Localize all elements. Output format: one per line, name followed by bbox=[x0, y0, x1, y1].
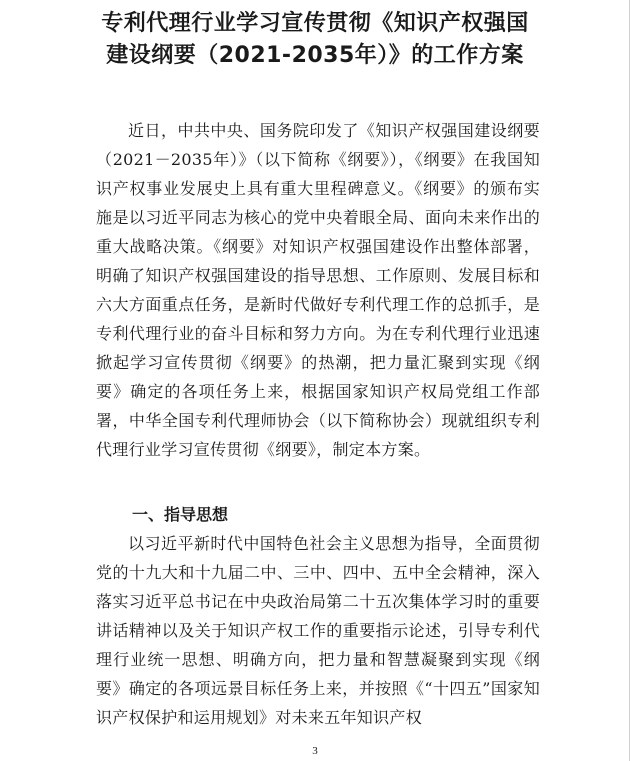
title-line-2: 建设纲要（2021-2035年）》的工作方案 bbox=[106, 43, 524, 68]
section-heading-guiding-ideology: 一、指导思想 bbox=[132, 505, 229, 524]
section1-paragraph: 以习近平新时代中国特色社会主义思想为指导，全面贯彻党的十九大和十九届二中、三中、四中、五中全会精神，深入落实习近平总书记在中央政治局第二十五次集体学习时的重要讲话精神以及关于知识产权工作的重要指示论述，引导专利代理行业统一思想、明确方向，把力量和智慧凝聚到实现《纲要》确定的各项远景目标任务上来，并按照《“十四五”国家知识产权保护和运用规划》对未来五年知识产权 bbox=[96, 534, 540, 727]
intro-paragraph: 近日，中共中央、国务院印发了《知识产权强国建设纲要（2021－2035年）》（以下简称《纲要》），《纲要》在我国知识产权事业发展史上具有重大里程碑意义。《纲要》的颁布实施是以习近平同志为核心的党中央着眼全局、面向未来作出的重大战略决策。《纲要》对知识产权强国建设作出整体部署，明确了知识产权强国建设的指导思想、工作原则、发展目标和六大方面重点任务，是新时代做好专利代理工作的总抓手，是专利代理行业的奋斗目标和努力方向。为在专利代理行业迅速掀起学习宣传贯彻《纲要》的热潮，把力量汇聚到实现《纲要》确定的各项任务上来，根据国家知识产权局党组工作部署，中华全国专利代理师协会（以下简称协会）现就组织专利代理行业学习宣传贯彻《纲要》，制定本方案。 bbox=[96, 121, 540, 459]
title-line-1: 专利代理行业学习宣传贯彻《知识产权强国 bbox=[101, 11, 529, 36]
document-title bbox=[70, 8, 560, 72]
page-number: 3 bbox=[312, 745, 318, 757]
intro-paragraph-block bbox=[96, 116, 540, 464]
section1-paragraph-block bbox=[96, 529, 540, 732]
